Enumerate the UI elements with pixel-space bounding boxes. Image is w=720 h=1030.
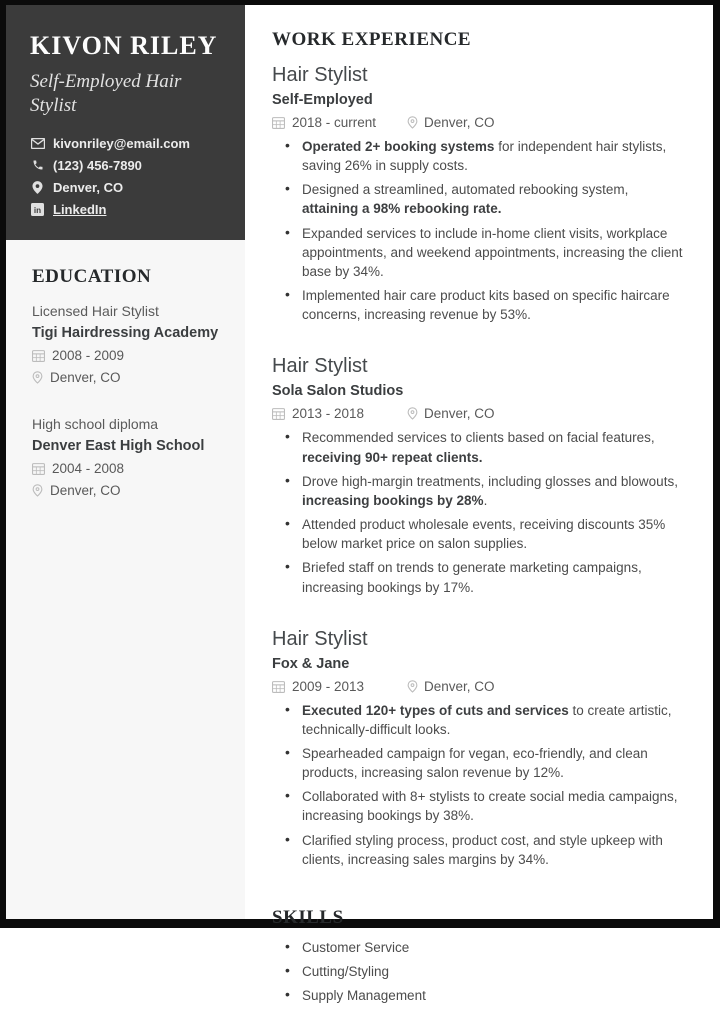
- education-heading: EDUCATION: [32, 266, 152, 287]
- calendar-icon: [272, 407, 285, 420]
- sidebar: [6, 5, 245, 919]
- calendar-icon: [32, 462, 45, 475]
- location-icon: [30, 180, 45, 195]
- job-bullet: • Drove high-margin treatments, including glosses and blowouts, increasing bookings by 28%.: [285, 472, 683, 510]
- job-bullet: • Attended product wholesale events, receiving discounts 35% below market price on salon supplies.: [285, 515, 683, 553]
- sidebar-header: [6, 5, 245, 240]
- location-pin-icon: [32, 484, 43, 497]
- job-bullet: • Operated 2+ booking systems for independent hair stylists, saving 26% in supply costs.: [285, 137, 683, 175]
- job-dates-wrap: [272, 679, 407, 694]
- job-title: Hair Stylist: [272, 355, 368, 378]
- job-bullet-list: [272, 137, 683, 324]
- job-bullet-list: [272, 428, 683, 596]
- job-location: Denver, CO: [424, 678, 495, 694]
- job-meta-row: [272, 115, 683, 130]
- job-entry: [272, 628, 683, 869]
- education-item: [32, 414, 225, 498]
- education-school: Tigi Hairdressing Academy: [32, 325, 219, 341]
- work-experience-heading: WORK EXPERIENCE: [272, 29, 472, 50]
- job-bullet: • Implemented hair care product kits based on specific haircare concerns, increasing revenue by 53%.: [285, 286, 683, 324]
- education-school: Denver East High School: [32, 438, 205, 454]
- location-pin-icon: [407, 116, 418, 129]
- contact-phone: [30, 158, 223, 173]
- skill-item: • Cutting/Styling: [285, 962, 683, 981]
- contact-email: [30, 136, 223, 151]
- education-location: Denver, CO: [50, 370, 121, 385]
- job-bullet: • Executed 120+ types of cuts and services to create artistic, technically-difficult looks.: [285, 701, 683, 739]
- skills-section: [272, 907, 683, 1030]
- person-name: KIVON RILEY: [30, 31, 218, 60]
- contact-linkedin-text[interactable]: LinkedIn: [53, 201, 107, 217]
- job-meta-row: [272, 679, 683, 694]
- job-company: Sola Salon Studios: [272, 383, 404, 400]
- job-bullet: • Collaborated with 8+ stylists to create social media campaigns, increasing bookings by 38%.: [285, 787, 683, 825]
- contact-linkedin[interactable]: [30, 202, 223, 217]
- contact-phone-text: (123) 456-7890: [53, 157, 142, 173]
- job-bullet: • Expanded services to include in-home client visits, workplace appointments, and weekend appointments, increasing the client base by 34%.: [285, 224, 683, 281]
- job-company: Fox & Jane: [272, 655, 350, 672]
- job-dates-wrap: [272, 115, 407, 130]
- calendar-icon: [272, 116, 285, 129]
- job-company: Self-Employed: [272, 92, 373, 108]
- contact-location-text: Denver, CO: [53, 179, 124, 195]
- job-entry: [272, 64, 683, 324]
- svg-text:in: in: [33, 205, 42, 215]
- education-location-row: [32, 483, 225, 498]
- linkedin-icon: [30, 202, 45, 217]
- skills-list: [272, 938, 683, 1005]
- contact-location: [30, 180, 223, 195]
- contact-email-text: kivonriley@email.com: [53, 135, 190, 151]
- contact-list: [30, 136, 223, 217]
- education-dates: 2008 - 2009: [52, 348, 125, 363]
- job-bullet: • Designed a streamlined, automated rebooking system, attaining a 98% rebooking rate.: [285, 180, 683, 218]
- education-degree: High school diploma: [32, 416, 159, 432]
- skill-item: • Customer Service: [285, 938, 683, 957]
- location-pin-icon: [407, 680, 418, 693]
- job-bullet: • Clarified styling process, product cost, and style upkeep with clients, increasing sales margins by 34%.: [285, 831, 683, 869]
- email-icon: [30, 136, 45, 151]
- job-dates: 2013 - 2018: [292, 406, 365, 422]
- location-pin-icon: [32, 371, 43, 384]
- job-location-wrap: [407, 406, 495, 421]
- education-item: [32, 301, 225, 385]
- job-title: Hair Stylist: [272, 64, 368, 86]
- job-meta-row: [272, 406, 683, 421]
- job-bullet: • Briefed staff on trends to generate marketing campaigns, increasing bookings by 17%.: [285, 558, 683, 596]
- calendar-icon: [272, 680, 285, 693]
- job-location: Denver, CO: [424, 406, 495, 422]
- education-degree: Licensed Hair Stylist: [32, 303, 159, 319]
- education-dates: 2004 - 2008: [52, 461, 125, 476]
- person-job-title: Self-Employed Hair Stylist: [30, 71, 182, 117]
- calendar-icon: [32, 349, 45, 362]
- job-dates-wrap: [272, 406, 407, 421]
- job-location-wrap: [407, 679, 495, 694]
- skill-item: • Supply Management: [285, 986, 683, 1005]
- job-dates: 2018 - current: [292, 115, 377, 130]
- job-bullet-list: [272, 701, 683, 869]
- education-dates-row: [32, 461, 225, 476]
- education-location: Denver, CO: [50, 483, 121, 498]
- phone-icon: [30, 158, 45, 173]
- job-bullet: • Spearheaded campaign for vegan, eco-friendly, and clean products, increasing salon revenue by 12%.: [285, 744, 683, 782]
- education-section: [6, 240, 245, 498]
- job-entry: [272, 355, 683, 596]
- job-location: Denver, CO: [424, 115, 495, 130]
- location-pin-icon: [407, 407, 418, 420]
- job-title: Hair Stylist: [272, 627, 368, 650]
- job-dates: 2009 - 2013: [292, 678, 365, 694]
- job-location-wrap: [407, 115, 495, 130]
- education-dates-row: [32, 348, 225, 363]
- skills-heading: SKILLS: [272, 906, 344, 928]
- main-content: [245, 5, 713, 1004]
- job-bullet: • Recommended services to clients based on facial features, receiving 90+ repeat clients.: [285, 428, 683, 466]
- education-location-row: [32, 370, 225, 385]
